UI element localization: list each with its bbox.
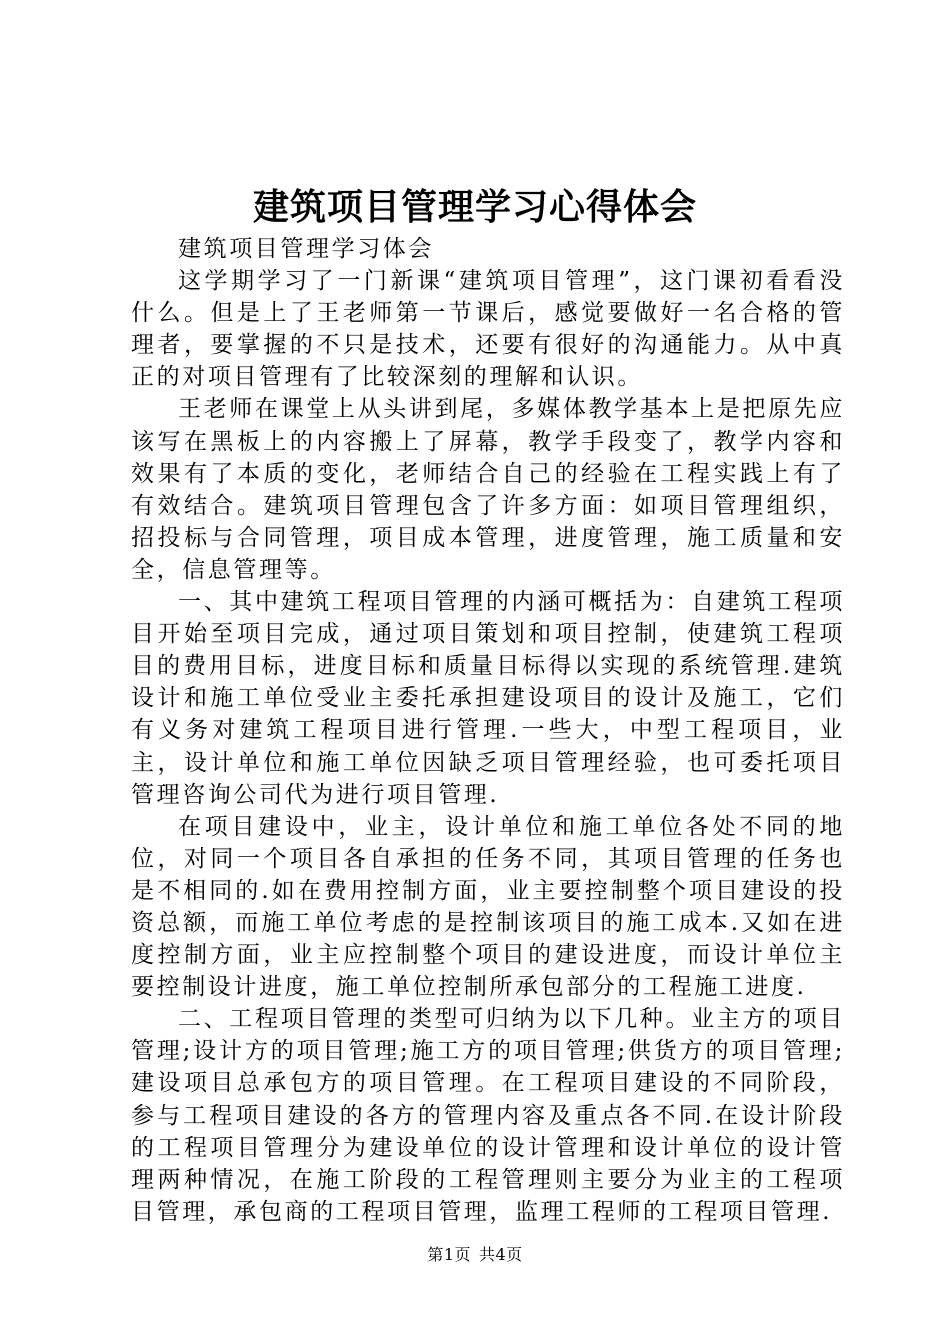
body-paragraph: 一、其中建筑工程项目管理的内涵可概括为：自建筑工程项目开始至项目完成，通过项目策划和项目控制，使建筑工程项目的费用目标，进度目标和质量目标得以实现的系统管理.建筑设计和施工单位受业主委托承担建设项目的设计及施工，它们有义务对建筑工程项目进行管理.一些大，中型工程项目，业主，设计单位和施工单位因缺乏项目管理经验，也可委托项目管理咨询公司代为进行项目管理.: [131, 589, 845, 808]
page-number: 第1页: [427, 1245, 471, 1264]
body-paragraph: 这学期学习了一门新课“建筑项目管理”，这门课初看看没什么。但是上了王老师第一节课后，感觉要做好一名合格的管理者，要掌握的不只是技术，还要有很好的沟通能力。从中真正的对项目管理有了比较深刻的理解和认识。: [131, 268, 845, 391]
page-footer: [0, 1243, 950, 1267]
body-paragraph: 王老师在课堂上从头讲到尾，多媒体教学基本上是把原先应该写在黑板上的内容搬上了屏幕，教学手段变了，教学内容和效果有了本质的变化，老师结合自己的经验在工程实践上有了有效结合。建筑项目管理包含了许多方面：如项目管理组织，招投标与合同管理，项目成本管理，进度管理，施工质量和安全，信息管理等。: [131, 396, 845, 583]
body-paragraph: 在项目建设中，业主，设计单位和施工单位各处不同的地位，对同一个项目各自承担的任务不同，其项目管理的任务也是不相同的.如在费用控制方面，业主要控制整个项目建设的投资总额，而施工单位考虑的是控制该项目的施工成本.又如在进度控制方面，业主应控制整个项目的建设进度，而设计单位主要控制设计进度，施工单位控制所承包部分的工程施工进度.: [131, 813, 845, 1001]
document-title: 建筑项目管理学习心得体会: [252, 186, 697, 228]
subtitle-paragraph: 建筑项目管理学习体会: [178, 236, 434, 262]
body-paragraph: 二、工程项目管理的类型可归纳为以下几种。业主方的项目管理;设计方的项目管理;施工方的项目管理;供货方的项目管理;建设项目总承包方的项目管理。在工程项目建设的不同阶段，参与工程项目建设的各方的管理内容及重点各不同.在设计阶段的工程项目管理分为建设单位的设计管理和设计单位的设计管理两种情况，在施工阶段的工程管理则主要分为业主的工程项目管理，承包商的工程项目管理，监理工程师的工程项目管理.: [131, 1006, 845, 1225]
page-total: 共4页: [479, 1245, 523, 1264]
document-body: [131, 233, 845, 1228]
